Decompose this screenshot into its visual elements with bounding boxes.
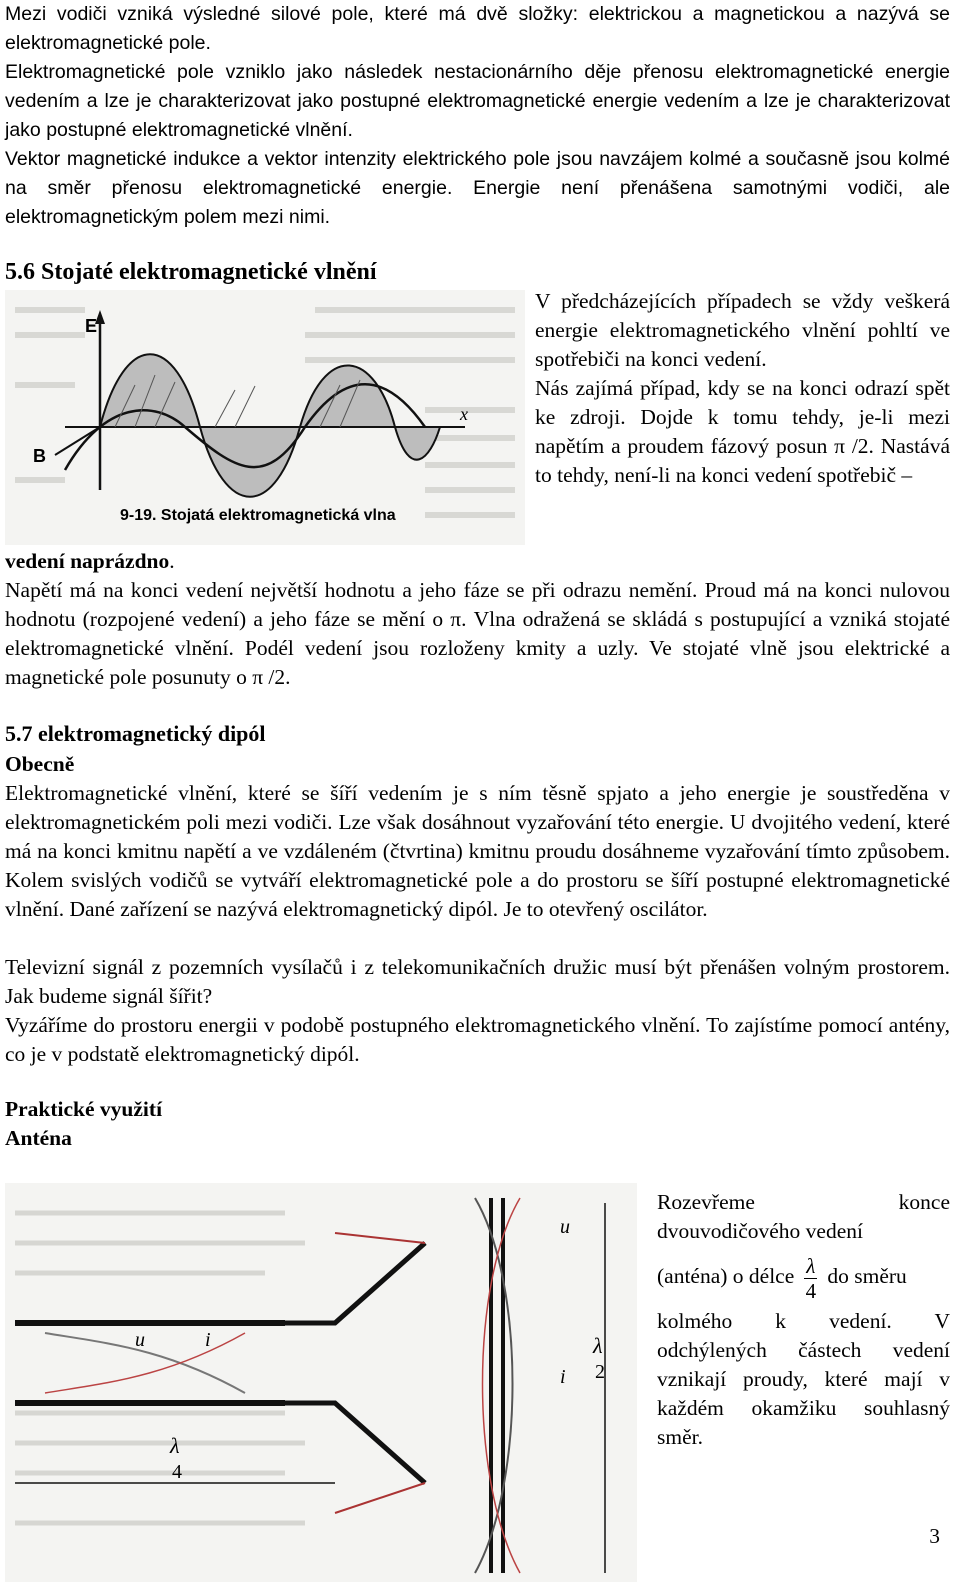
practical-subheading-antena: Anténa <box>5 1126 72 1150</box>
figure-caption: 9-19. Stojatá elektromagnetická vlna <box>120 507 396 524</box>
antenna-diagram <box>5 1183 637 1582</box>
antenna-label-2: 2 <box>595 1361 605 1383</box>
antenna-label-i-line: i <box>205 1329 211 1351</box>
side-paragraph-1: V předcházejících případech se vždy veškerá energie elektromagnetického vlnění pohltí ve spotřebiči na konci vedení. <box>535 289 950 371</box>
standing-wave-diagram <box>5 290 525 545</box>
bold-tail-dot: . <box>169 549 175 573</box>
standing-wave-side-text <box>535 287 950 490</box>
section-5-6-paragraph: Napětí má na konci vedení největší hodnotu a jeho fáze se při odrazu nemění. Proud má na konci nulovou hodnotu (rozpojené vedení) a jeho fáze se mění o π. Vlna odražená se skládá s postupující a vzniká stojaté elektromagnetické vlnění. Podél vedení jsou rozloženy kmity a uzly. Ve stojaté vlně jsou elektrické a magnetické pole posunuty o π /2. <box>5 578 950 689</box>
bold-tail: vedení naprázdno <box>5 549 170 573</box>
section-5-7-paragraph-1: Elektromagnetické vlnění, které se šíří vedením je s ním těsně spjato a jeho energie je soustředěna v elektromagnetickém poli mezi vodiči. Lze však dosáhnout vyzařování této energie. U dvojitého vedení, které má na konci kmitnu napětí a ve vzdáleném (čtvrtina) kmitnu proudu dosáhneme vyzařování tímto způsobem. Kolem svislých vodičů se vytváří elektromagnetické pole a do prostoru se šíří postupné elektromagnetické vlnění. Dané zařízení se nazývá elektromagnetický dipól. Je to otevřený oscilátor. <box>5 781 950 921</box>
antenna-label-i-dipole: i <box>560 1366 566 1388</box>
antenna-figure <box>5 1183 637 1582</box>
section-subheading-obecne: Obecně <box>5 752 75 776</box>
standing-wave-figure <box>5 290 525 545</box>
intro-paragraph-1: Mezi vodiči vzniká výsledné silové pole, které má dvě složky: elektrickou a magnetickou a nazývá se elektromagnetické pole. <box>5 3 950 54</box>
fraction-denominator: 4 <box>805 1278 817 1303</box>
section-5-7-paragraph-3: Vyzáříme do prostoru energii v podobě postupného elektromagnetického vlnění. To zajístíme pomocí antény, co je v podstatě elektromagnetický dipól. <box>5 1013 950 1066</box>
lambda-quarter-fraction <box>804 1254 817 1303</box>
antenna-side-c: kolmého k vedení. V odchýlených částech vedení vznikají proudy, které mají v každém okamžiku souhlasný směr. <box>657 1308 950 1449</box>
antenna-side-b <box>657 1252 950 1303</box>
intro-paragraph-3: Vektor magnetické indukce a vektor intenzity elektrického pole jsou navzájem kolmé a současně jsou kolmé na směr přenosu elektromagnetické energie. Energie není přenášena samotnými vodiči, ale elektromagnetickým polem mezi nimi. <box>5 148 950 228</box>
section-heading-5-6: 5.6 Stojaté elektromagnetické vlnění <box>5 259 377 285</box>
antenna-side-b2: do směru <box>827 1264 907 1288</box>
side-paragraph-2: Nás zajímá případ, kdy se na konci odrazí spět ke zdroji. Dojde k tomu tehdy, je-li mezi napětím a proudem fázový posun π /2. Nastává to tehdy, není-li na konci vedení spotřebič – <box>535 376 950 487</box>
axis-label-e: E <box>85 316 98 336</box>
axis-label-x: x <box>460 404 468 424</box>
antenna-label-u-dipole: u <box>560 1216 570 1238</box>
page-number: 3 <box>929 1524 940 1548</box>
antenna-label-u-line: u <box>135 1329 145 1351</box>
antenna-label-lambda-dipole: λ <box>593 1333 603 1358</box>
antenna-label-lambda: λ <box>170 1433 180 1458</box>
section-heading-5-7: 5.7 elektromagnetický dipól <box>5 721 266 746</box>
antenna-side-b1: (anténa) o délce <box>657 1264 795 1288</box>
antenna-side-a: Rozevřeme konce dvouvodičového vedení <box>657 1190 950 1243</box>
intro-paragraph-2: Elektromagnetické pole vzniklo jako následek nestacionárního děje přenosu elektromagnetické energie vedením a lze je charakterizovat jako postupné elektromagnetické energie vedením a lze je charakterizovat jako postupné elektromagnetické vlnění. <box>5 61 950 141</box>
axis-label-b: B <box>33 446 46 466</box>
antenna-label-4: 4 <box>172 1461 182 1483</box>
section-5-7-paragraph-2: Televizní signál z pozemních vysílačů i z telekomunikačních družic musí být přenášen volným prostorem. Jak budeme signál šířit? <box>5 955 950 1008</box>
antenna-side-text <box>657 1188 950 1452</box>
fraction-numerator: λ <box>806 1253 816 1278</box>
practical-heading: Praktické využití <box>5 1097 163 1121</box>
bold-tail-line <box>5 547 950 576</box>
